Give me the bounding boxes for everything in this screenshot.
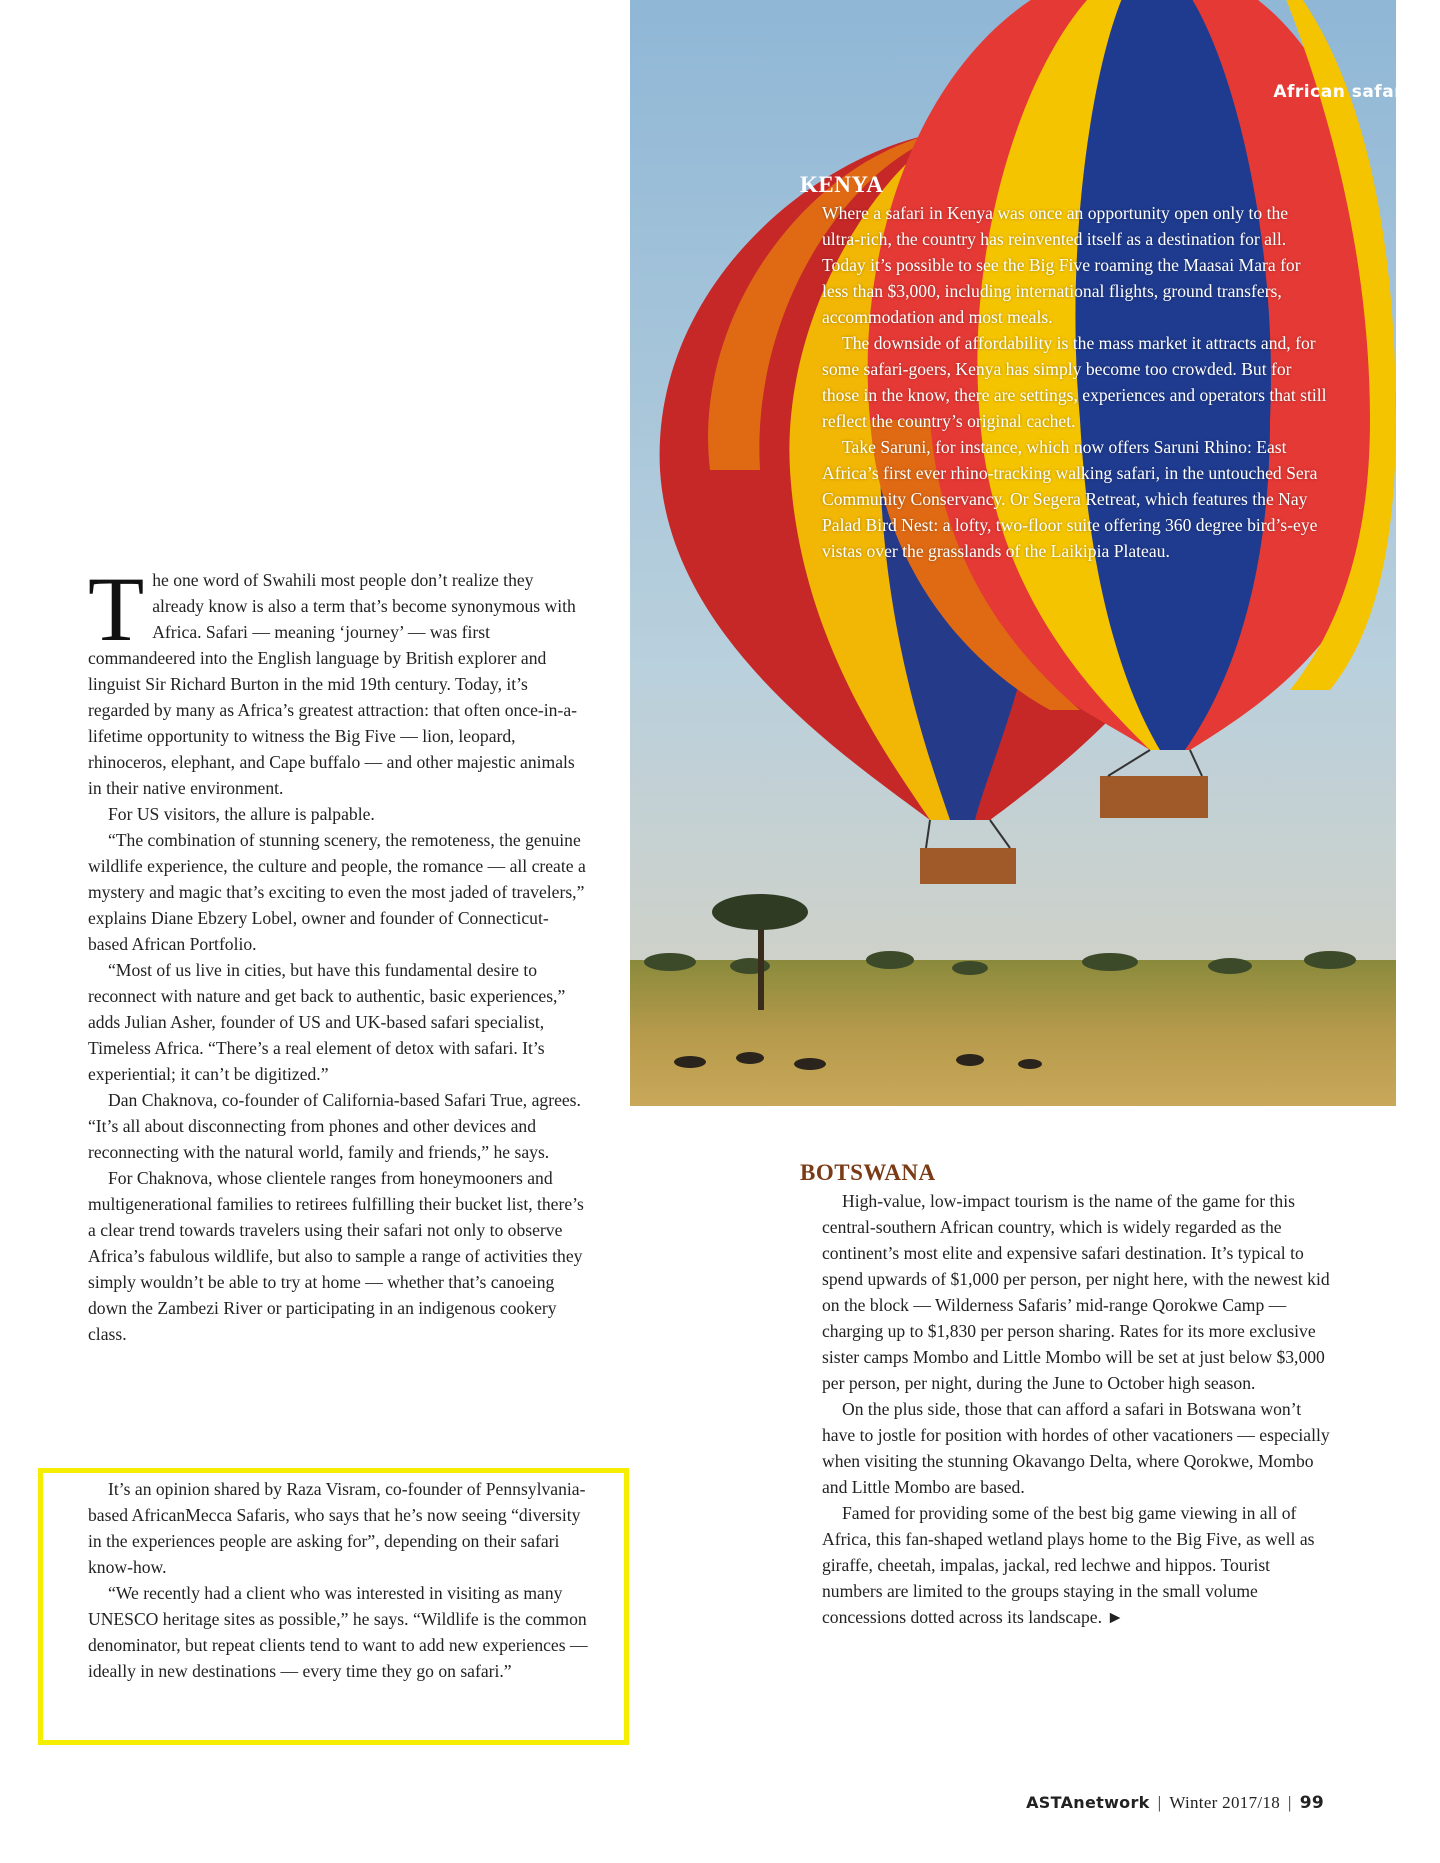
- drop-cap: T: [88, 567, 145, 660]
- kenya-paragraph: Take Saruni, for instance, which now offers Saruni Rhino: East Africa’s first ever rhino-tracking walking safari, in the untouched Sera Community Conservancy. Or Segera Retreat, which features the Nay Palad Bird Nest: a lofty, two-floor suite offering 360 degree bird’s-eye vistas over the grasslands of the Laikipia Plateau.: [822, 437, 1318, 561]
- intro-first-paragraph-text: he one word of Swahili most people don’t realize they already know is also a term that’s become synonymous with Africa. Safari — meaning ‘journey’ — was first commandeered into the English language by British explorer and linguist Sir Richard Burton in the mid 19th century. Today, it’s regarded by many as Africa’s greatest attraction: that often once-in-a-lifetime opportunity to witness the Big Five — lion, leopard, rhinoceros, elephant, and Cape buffalo — and other majestic animals in their native environment.: [88, 570, 577, 798]
- intro-column: [88, 567, 588, 1473]
- footer-divider: |: [1157, 1793, 1162, 1812]
- intro-paragraph: “The combination of stunning scenery, the remoteness, the genuine wildlife experience, the culture and people, the romance — all create a mystery and magic that’s exciting to even the most jaded of travelers,” explains Diane Ebzery Lobel, owner and founder of Connecticut-based African Portfolio.: [88, 830, 586, 954]
- intro-paragraph: “Most of us live in cities, but have this fundamental desire to reconnect with nature and get back to authentic, basic experiences,” adds Julian Asher, founder of US and UK-based safari specialist, Timeless Africa. “There’s a real element of detox with safari. It’s experiential; it can’t be digitized.”: [88, 960, 566, 1084]
- intro-body: [88, 567, 588, 1473]
- botswana-paragraph: On the plus side, those that can afford a safari in Botswana won’t have to jostle for position with hordes of other vacationers — especially when visiting the stunning Okavango Delta, where Qorokwe, Mombo and Little Mombo are based.: [822, 1399, 1330, 1497]
- botswana-heading: BOTSWANA: [800, 1160, 936, 1185]
- botswana-section: [800, 1160, 1330, 1630]
- page-footer: [1026, 1793, 1324, 1813]
- section-tag: African safaris: [1273, 82, 1420, 102]
- intro-first-paragraph: [88, 567, 588, 801]
- intro-paragraph: Dan Chaknova, co-founder of California-based Safari True, agrees. “It’s all about disconnecting from phones and other devices and reconnecting with the natural world, family and friends,” he says.: [88, 1090, 581, 1162]
- botswana-paragraph: Famed for providing some of the best big game viewing in all of Africa, this fan-shaped wetland plays home to the Big Five, as well as giraffe, cheetah, impalas, jackal, red lechwe and hippos. Tourist numbers are limited to the groups staying in the small volume concessions dotted across its landscape. ►: [822, 1503, 1315, 1627]
- highlight-paragraph: It’s an opinion shared by Raza Visram, co-founder of Pennsylvania-based AfricanMecca Safaris, who says that he’s now seeing “diversity in the experiences people are asking for”, depending on their safari know-how.: [88, 1479, 586, 1577]
- botswana-body: [800, 1188, 1330, 1630]
- highlight-text: [88, 1476, 588, 1684]
- botswana-paragraph: High-value, low-impact tourism is the name of the game for this central-southern African country, which is widely regarded as the continent’s most elite and expensive safari destination. It’s typical to spend upwards of $1,000 per person, per night here, with the newest kid on the block — Wilderness Safaris’ mid-range Qorokwe Camp — charging up to $1,830 per person sharing. Rates for its more exclusive sister camps Mombo and Little Mombo will be set at just below $3,000 per person, per night, during the June to October high season.: [822, 1191, 1330, 1393]
- kenya-paragraph: Where a safari in Kenya was once an opportunity open only to the ultra-rich, the country has reinvented itself as a destination for all. Today it’s possible to see the Big Five roaming the Maasai Mara for less than $3,000, including international flights, ground transfers, accommodation and most meals.: [822, 203, 1301, 327]
- intro-paragraph: For Chaknova, whose clientele ranges from honeymooners and multigenerational families to retirees fulfilling their bucket list, there’s a clear trend towards travelers using their safari not only to observe Africa’s fabulous wildlife, but also to sample a range of activities they simply wouldn’t be able to try at home — whether that’s canoeing down the Zambezi River or participating in an indigenous cookery class.: [88, 1168, 584, 1344]
- footer-brand: ASTAnetwork: [1026, 1793, 1150, 1812]
- kenya-body: [800, 200, 1330, 564]
- intro-paragraph: For US visitors, the allure is palpable.: [108, 804, 375, 824]
- page-number: 99: [1299, 1793, 1324, 1813]
- footer-issue: Winter 2017/18: [1169, 1793, 1281, 1812]
- kenya-paragraph: The downside of affordability is the mass market it attracts and, for some safari-goers, Kenya has simply become too crowded. But for those in the know, there are settings, experiences and operators that still reflect the country’s original cachet.: [822, 333, 1327, 431]
- kenya-section: [800, 172, 1330, 564]
- footer-divider: |: [1288, 1793, 1292, 1812]
- kenya-heading: KENYA: [800, 172, 884, 197]
- highlight-paragraph: “We recently had a client who was interested in visiting as many UNESCO heritage sites as possible,” he says. “Wildlife is the common denominator, but repeat clients tend to want to add new experiences — ideally in new destinations — every time they go on safari.”: [88, 1583, 588, 1681]
